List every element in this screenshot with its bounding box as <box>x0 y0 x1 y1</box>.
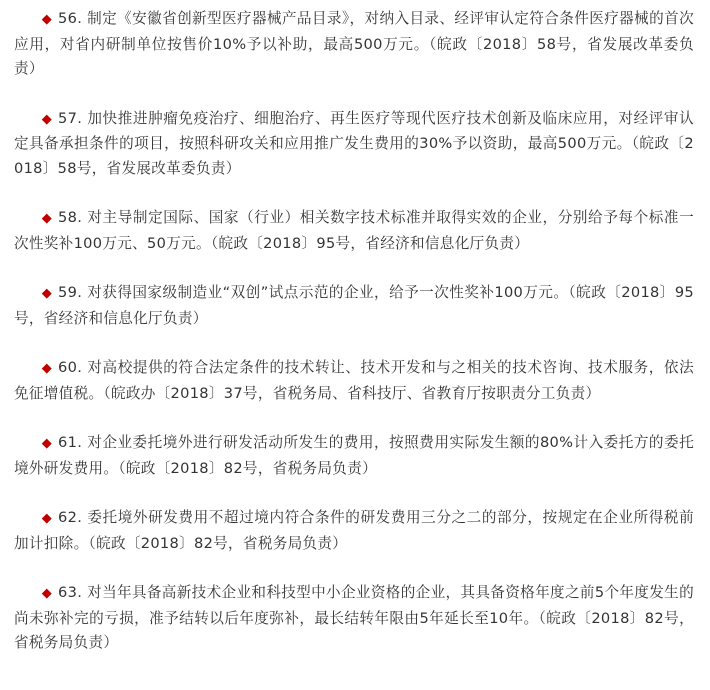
policy-item-57 <box>14 107 694 182</box>
policy-item-63 <box>14 581 694 656</box>
policy-text: 61. 对企业委托境外进行研发活动所发生的费用，按照费用实际发生额的80%计入委托方的委托境外研发费用。（皖政〔2018〕82号，省税务局负责） <box>14 434 694 477</box>
policy-item-61 <box>14 431 694 481</box>
diamond-bullet-icon: ◆ <box>41 511 53 526</box>
diamond-bullet-icon: ◆ <box>41 586 53 601</box>
policy-item-56 <box>14 7 694 82</box>
policy-item-59 <box>14 281 694 331</box>
diamond-bullet-icon: ◆ <box>41 211 53 226</box>
policy-text: 57. 加快推进肿瘤免疫治疗、细胞治疗、再生医疗等现代医疗技术创新及临床应用，对经评审认定具备承担条件的项目，按照科研攻关和应用推广发生费用的30%予以资助，最高500万元。（皖政〔2018〕58号，省发展改革委负责） <box>14 109 694 177</box>
policy-item-60 <box>14 356 694 406</box>
policy-text: 59. 对获得国家级制造业“双创”试点示范的企业，给予一次性奖补100万元。（皖政〔2018〕95号，省经济和信息化厅负责） <box>14 284 694 327</box>
diamond-bullet-icon: ◆ <box>41 361 53 376</box>
policy-text: 56. 制定《安徽省创新型医疗器械产品目录》，对纳入目录、经评审认定符合条件医疗器械的首次应用，对省内研制单位按售价10%予以补助，最高500万元。（皖政〔2018〕58号，省发展改革委负责） <box>14 10 694 77</box>
policy-text: 63. 对当年具备高新技术企业和科技型中小企业资格的企业，其具备资格年度之前5个年度发生的尚未弥补完的亏损，准予结转以后年度弥补，最长结转年限由5年延长至10年。（皖政〔2018〕82号，省税务局负责） <box>14 584 694 651</box>
diamond-bullet-icon: ◆ <box>41 12 53 27</box>
policy-item-62 <box>14 506 694 556</box>
policy-text: 58. 对主导制定国际、国家（行业）相关数字技术标准并取得实效的企业，分别给予每个标准一次性奖补100万元、50万元。（皖政〔2018〕95号，省经济和信息化厅负责） <box>14 209 694 252</box>
policy-text: 62. 委托境外研发费用不超过境内符合条件的研发费用三分之二的部分，按规定在企业所得税前加计扣除。（皖政〔2018〕82号，省税务局负责） <box>14 509 694 552</box>
policy-item-58 <box>14 206 694 256</box>
diamond-bullet-icon: ◆ <box>41 436 53 451</box>
diamond-bullet-icon: ◆ <box>41 111 53 127</box>
diamond-bullet-icon: ◆ <box>41 286 53 301</box>
policy-text: 60. 对高校提供的符合法定条件的技术转让、技术开发和与之相关的技术咨询、技术服务，依法免征增值税。（皖政办〔2018〕37号，省税务局、省科技厅、省教育厅按职责分工负责） <box>14 359 694 402</box>
